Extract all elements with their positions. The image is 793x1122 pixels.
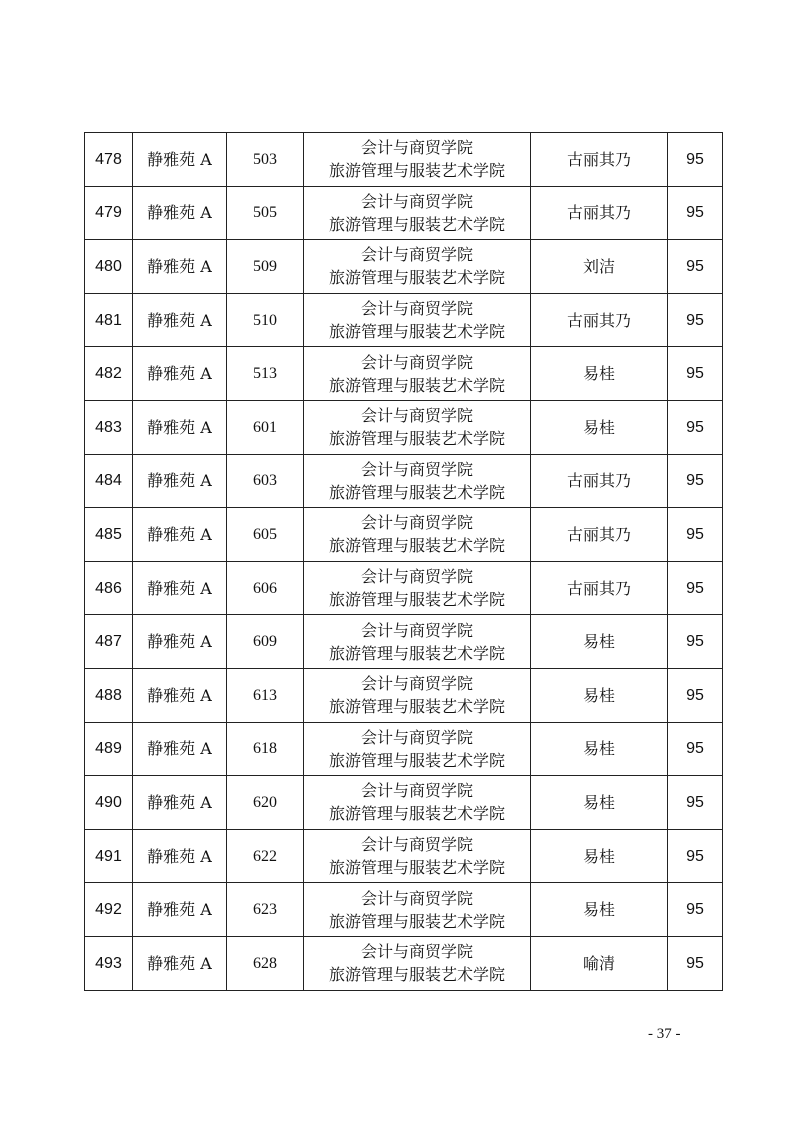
name-cell: 易桂	[531, 615, 668, 669]
college-cell	[304, 240, 531, 294]
college-line-2: 旅游管理与服装艺术学院	[328, 429, 505, 449]
college-line-2: 旅游管理与服装艺术学院	[328, 161, 505, 181]
building-cell: 静雅苑 A	[133, 454, 227, 508]
row-number-cell: 478	[85, 133, 133, 187]
name-cell: 刘洁	[531, 240, 668, 294]
name-cell: 易桂	[531, 668, 668, 722]
table-row	[85, 883, 723, 937]
room-cell: 513	[227, 347, 304, 401]
college-line-1: 会计与商贸学院	[360, 513, 473, 533]
college-line-1: 会计与商贸学院	[360, 406, 473, 426]
building-cell: 静雅苑 A	[133, 293, 227, 347]
college-line-1: 会计与商贸学院	[360, 459, 473, 479]
score-cell: 95	[668, 668, 723, 722]
table-row	[85, 561, 723, 615]
college-line-2: 旅游管理与服装艺术学院	[328, 804, 505, 824]
score-cell: 95	[668, 615, 723, 669]
college-line-2: 旅游管理与服装艺术学院	[328, 590, 505, 610]
row-number-cell: 480	[85, 240, 133, 294]
name-cell: 古丽其乃	[531, 508, 668, 562]
room-cell: 618	[227, 722, 304, 776]
table-row	[85, 293, 723, 347]
row-number-cell: 482	[85, 347, 133, 401]
score-cell: 95	[668, 561, 723, 615]
row-number-cell: 492	[85, 883, 133, 937]
row-number-cell: 481	[85, 293, 133, 347]
room-cell: 505	[227, 186, 304, 240]
score-cell: 95	[668, 722, 723, 776]
college-cell	[304, 293, 531, 347]
room-cell: 510	[227, 293, 304, 347]
college-line-2: 旅游管理与服装艺术学院	[328, 482, 505, 502]
college-cell	[304, 615, 531, 669]
name-cell: 古丽其乃	[531, 454, 668, 508]
college-line-2: 旅游管理与服装艺术学院	[328, 214, 505, 234]
college-line-1: 会计与商贸学院	[360, 727, 473, 747]
college-line-2: 旅游管理与服装艺术学院	[328, 750, 505, 770]
score-cell: 95	[668, 240, 723, 294]
college-line-2: 旅游管理与服装艺术学院	[328, 643, 505, 663]
college-line-1: 会计与商贸学院	[360, 888, 473, 908]
college-line-1: 会计与商贸学院	[360, 620, 473, 640]
score-cell: 95	[668, 883, 723, 937]
table-row	[85, 508, 723, 562]
score-cell: 95	[668, 347, 723, 401]
room-cell: 623	[227, 883, 304, 937]
college-cell	[304, 454, 531, 508]
college-cell	[304, 829, 531, 883]
college-line-1: 会计与商贸学院	[360, 567, 473, 587]
room-cell: 613	[227, 668, 304, 722]
college-cell	[304, 883, 531, 937]
name-cell: 喻清	[531, 936, 668, 990]
name-cell: 古丽其乃	[531, 561, 668, 615]
college-line-1: 会计与商贸学院	[360, 835, 473, 855]
building-cell: 静雅苑 A	[133, 240, 227, 294]
room-cell: 509	[227, 240, 304, 294]
room-cell: 620	[227, 776, 304, 830]
table-row	[85, 133, 723, 187]
building-cell: 静雅苑 A	[133, 829, 227, 883]
table-row	[85, 615, 723, 669]
college-line-1: 会计与商贸学院	[360, 352, 473, 372]
score-cell: 95	[668, 400, 723, 454]
college-line-1: 会计与商贸学院	[360, 299, 473, 319]
room-cell: 609	[227, 615, 304, 669]
building-cell: 静雅苑 A	[133, 615, 227, 669]
room-cell: 603	[227, 454, 304, 508]
score-cell: 95	[668, 829, 723, 883]
college-line-2: 旅游管理与服装艺术学院	[328, 268, 505, 288]
building-cell: 静雅苑 A	[133, 561, 227, 615]
row-number-cell: 487	[85, 615, 133, 669]
college-cell	[304, 776, 531, 830]
row-number-cell: 485	[85, 508, 133, 562]
table-row	[85, 454, 723, 508]
room-cell: 601	[227, 400, 304, 454]
name-cell: 古丽其乃	[531, 293, 668, 347]
score-cell: 95	[668, 936, 723, 990]
building-cell: 静雅苑 A	[133, 186, 227, 240]
college-line-1: 会计与商贸学院	[360, 942, 473, 962]
row-number-cell: 490	[85, 776, 133, 830]
table-row	[85, 240, 723, 294]
table-row	[85, 400, 723, 454]
college-line-2: 旅游管理与服装艺术学院	[328, 965, 505, 985]
table-row	[85, 722, 723, 776]
table-row	[85, 829, 723, 883]
row-number-cell: 483	[85, 400, 133, 454]
room-cell: 606	[227, 561, 304, 615]
building-cell: 静雅苑 A	[133, 668, 227, 722]
score-cell: 95	[668, 454, 723, 508]
room-cell: 503	[227, 133, 304, 187]
building-cell: 静雅苑 A	[133, 936, 227, 990]
table-row	[85, 936, 723, 990]
score-cell: 95	[668, 293, 723, 347]
room-cell: 605	[227, 508, 304, 562]
name-cell: 易桂	[531, 400, 668, 454]
college-cell	[304, 936, 531, 990]
row-number-cell: 484	[85, 454, 133, 508]
college-cell	[304, 347, 531, 401]
college-line-2: 旅游管理与服装艺术学院	[328, 911, 505, 931]
table-row	[85, 186, 723, 240]
table-row	[85, 776, 723, 830]
row-number-cell: 493	[85, 936, 133, 990]
score-cell: 95	[668, 133, 723, 187]
college-cell	[304, 508, 531, 562]
table-row	[85, 668, 723, 722]
building-cell: 静雅苑 A	[133, 347, 227, 401]
name-cell: 易桂	[531, 883, 668, 937]
college-line-1: 会计与商贸学院	[360, 245, 473, 265]
building-cell: 静雅苑 A	[133, 722, 227, 776]
college-line-2: 旅游管理与服装艺术学院	[328, 858, 505, 878]
dormitory-score-table	[84, 132, 723, 991]
score-cell: 95	[668, 508, 723, 562]
name-cell: 易桂	[531, 829, 668, 883]
name-cell: 古丽其乃	[531, 133, 668, 187]
page-number: - 37 -	[648, 1026, 681, 1042]
college-line-1: 会计与商贸学院	[360, 674, 473, 694]
score-cell: 95	[668, 186, 723, 240]
building-cell: 静雅苑 A	[133, 508, 227, 562]
college-cell	[304, 668, 531, 722]
college-cell	[304, 400, 531, 454]
building-cell: 静雅苑 A	[133, 883, 227, 937]
score-cell: 95	[668, 776, 723, 830]
college-cell	[304, 186, 531, 240]
row-number-cell: 486	[85, 561, 133, 615]
row-number-cell: 488	[85, 668, 133, 722]
college-line-2: 旅游管理与服装艺术学院	[328, 375, 505, 395]
college-line-1: 会计与商贸学院	[360, 781, 473, 801]
college-line-1: 会计与商贸学院	[360, 138, 473, 158]
table-body	[85, 133, 723, 991]
college-cell	[304, 722, 531, 776]
row-number-cell: 489	[85, 722, 133, 776]
building-cell: 静雅苑 A	[133, 776, 227, 830]
row-number-cell: 479	[85, 186, 133, 240]
name-cell: 易桂	[531, 776, 668, 830]
row-number-cell: 491	[85, 829, 133, 883]
name-cell: 易桂	[531, 722, 668, 776]
building-cell: 静雅苑 A	[133, 133, 227, 187]
college-line-2: 旅游管理与服装艺术学院	[328, 697, 505, 717]
name-cell: 易桂	[531, 347, 668, 401]
college-line-1: 会计与商贸学院	[360, 191, 473, 211]
college-cell	[304, 133, 531, 187]
table-row	[85, 347, 723, 401]
college-line-2: 旅游管理与服装艺术学院	[328, 322, 505, 342]
building-cell: 静雅苑 A	[133, 400, 227, 454]
room-cell: 622	[227, 829, 304, 883]
college-line-2: 旅游管理与服装艺术学院	[328, 536, 505, 556]
college-cell	[304, 561, 531, 615]
name-cell: 古丽其乃	[531, 186, 668, 240]
room-cell: 628	[227, 936, 304, 990]
